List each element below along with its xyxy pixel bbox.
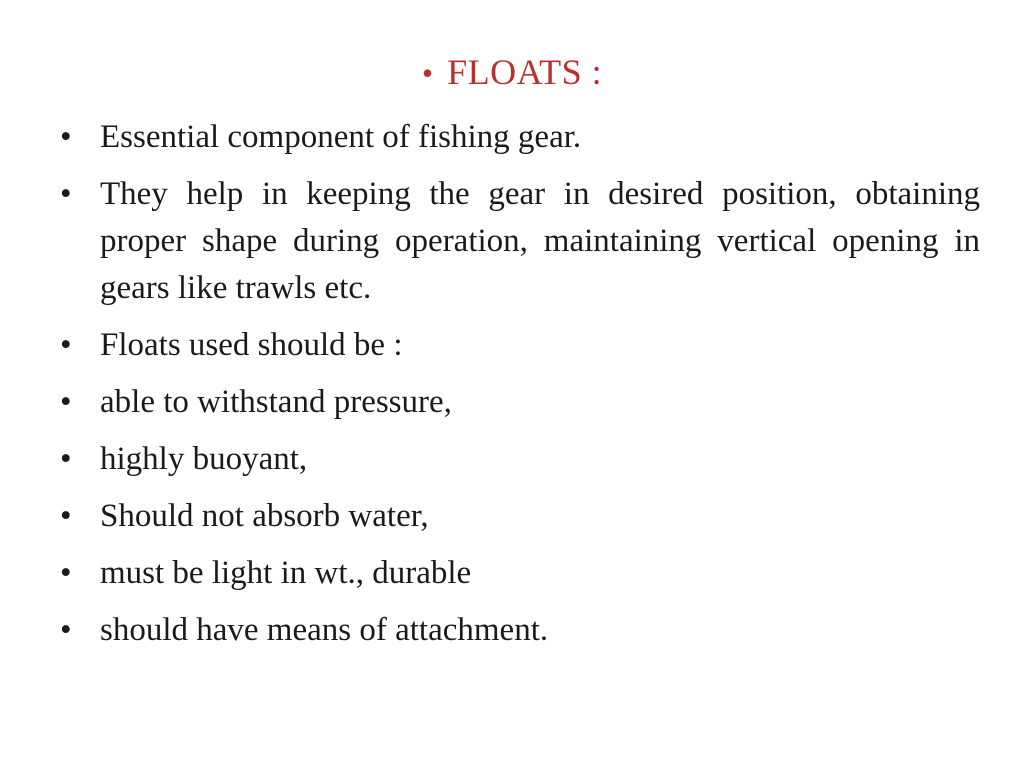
bullet-dot-icon: • xyxy=(60,555,72,591)
bullet-list xyxy=(60,114,980,664)
bullet-dot-icon: • xyxy=(60,119,72,155)
bullet-item xyxy=(60,607,980,654)
bullet-item xyxy=(60,322,980,369)
slide-title-row xyxy=(0,50,1024,102)
bullet-item xyxy=(60,114,980,161)
title-bullet-icon: • xyxy=(421,55,434,91)
slide-title: FLOATS : xyxy=(447,52,603,92)
bullet-text: must be light in wt., durable xyxy=(100,555,472,591)
bullet-item xyxy=(60,171,980,312)
bullet-item xyxy=(60,493,980,540)
bullet-text: Essential component of fishing gear. xyxy=(100,119,582,155)
bullet-dot-icon: • xyxy=(60,612,72,648)
bullet-text: Floats used should be : xyxy=(100,327,403,363)
bullet-item xyxy=(60,436,980,483)
bullet-dot-icon: • xyxy=(60,498,72,534)
bullet-dot-icon: • xyxy=(60,441,72,477)
bullet-text: Should not absorb water, xyxy=(100,498,429,534)
bullet-item xyxy=(60,379,980,426)
bullet-dot-icon: • xyxy=(60,176,72,212)
bullet-item xyxy=(60,550,980,597)
bullet-text: They help in keeping the gear in desired position, obtaining proper shape during operation, maintaining vertical opening in gears like trawls etc. xyxy=(100,176,980,306)
bullet-dot-icon: • xyxy=(60,384,72,420)
bullet-text: should have means of attachment. xyxy=(100,612,549,648)
bullet-dot-icon: • xyxy=(60,327,72,363)
bullet-text: able to withstand pressure, xyxy=(100,384,452,420)
bullet-text: highly buoyant, xyxy=(100,441,308,477)
